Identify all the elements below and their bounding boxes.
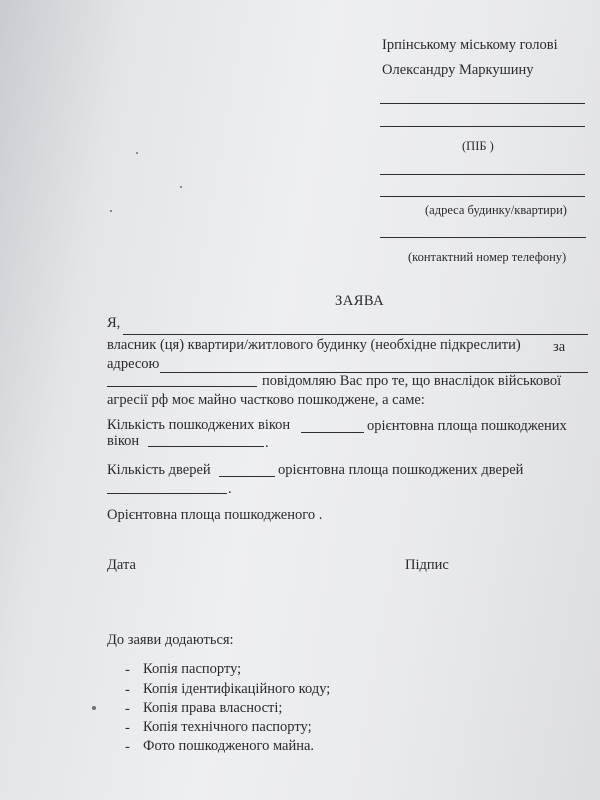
aggression-text: агресії рф моє майно частково пошкоджене, а саме: <box>107 392 425 408</box>
windows-area-label: орієнтовна площа пошкоджених <box>367 418 567 434</box>
address-word: адресою <box>107 356 160 372</box>
pib-caption: (ПІБ ) <box>462 139 494 153</box>
address-caption: (адреса будинку/квартири) <box>425 203 567 217</box>
name-field-line-2[interactable] <box>380 126 585 127</box>
doors-area-label: орієнтовна площа пошкоджених дверей <box>278 462 524 478</box>
name-field-line-1[interactable] <box>380 103 585 104</box>
paper-speck <box>136 152 138 154</box>
attachment-item: Копія паспорту; <box>143 661 242 677</box>
body-address-field-line-2[interactable] <box>107 386 257 387</box>
phone-caption: (контактний номер телефону) <box>408 250 567 264</box>
bullet-marker: - <box>125 662 130 678</box>
doors-count-field[interactable] <box>219 476 275 477</box>
attachment-item: Фото пошкодженого майна. <box>143 738 315 754</box>
document-title: ЗАЯВА <box>335 293 385 309</box>
attachment-item: Копія технічного паспорту; <box>143 719 312 735</box>
date-label: Дата <box>107 557 136 573</box>
notify-text: повідомляю Вас про те, що внаслідок військової <box>262 373 562 389</box>
owner-text: власник (ця) квартири/житлового будинку (необхідне підкреслити) <box>107 337 521 353</box>
windows-count-label: Кількість пошкоджених вікон <box>107 417 291 433</box>
paper-speck <box>110 210 112 212</box>
paper-speck <box>180 186 182 188</box>
paper-speck <box>92 706 96 710</box>
at-word: за <box>553 339 566 355</box>
addressee-line-1: Ірпінському міському голові <box>382 37 558 53</box>
bullet-marker: - <box>125 739 130 755</box>
doors-area-field[interactable] <box>107 493 227 494</box>
phone-field-line[interactable] <box>380 237 586 238</box>
address-field-line-1[interactable] <box>380 174 585 175</box>
addressee-line-2: Олександру Маркушину <box>382 62 534 78</box>
attachment-item: Копія ідентифікаційного коду; <box>143 681 331 697</box>
address-field-line-2[interactable] <box>380 196 585 197</box>
windows-period: . <box>265 435 269 451</box>
windows-word: вікон <box>107 433 140 449</box>
windows-count-field[interactable] <box>301 432 364 433</box>
doors-count-label: Кількість дверей <box>107 462 211 478</box>
attachment-item: Копія права власності; <box>143 700 283 716</box>
damaged-area-label: Орієнтовна площа пошкодженого . <box>107 507 323 523</box>
attachments-heading: До заяви додаються: <box>107 632 234 648</box>
bullet-marker: - <box>125 701 130 717</box>
bullet-marker: - <box>125 682 130 698</box>
signature-label: Підпис <box>405 557 449 573</box>
full-name-field-line[interactable] <box>123 334 588 335</box>
i-label: Я, <box>107 315 121 331</box>
bullet-marker: - <box>125 720 130 736</box>
windows-area-field[interactable] <box>148 446 264 447</box>
doors-period: . <box>228 481 232 497</box>
